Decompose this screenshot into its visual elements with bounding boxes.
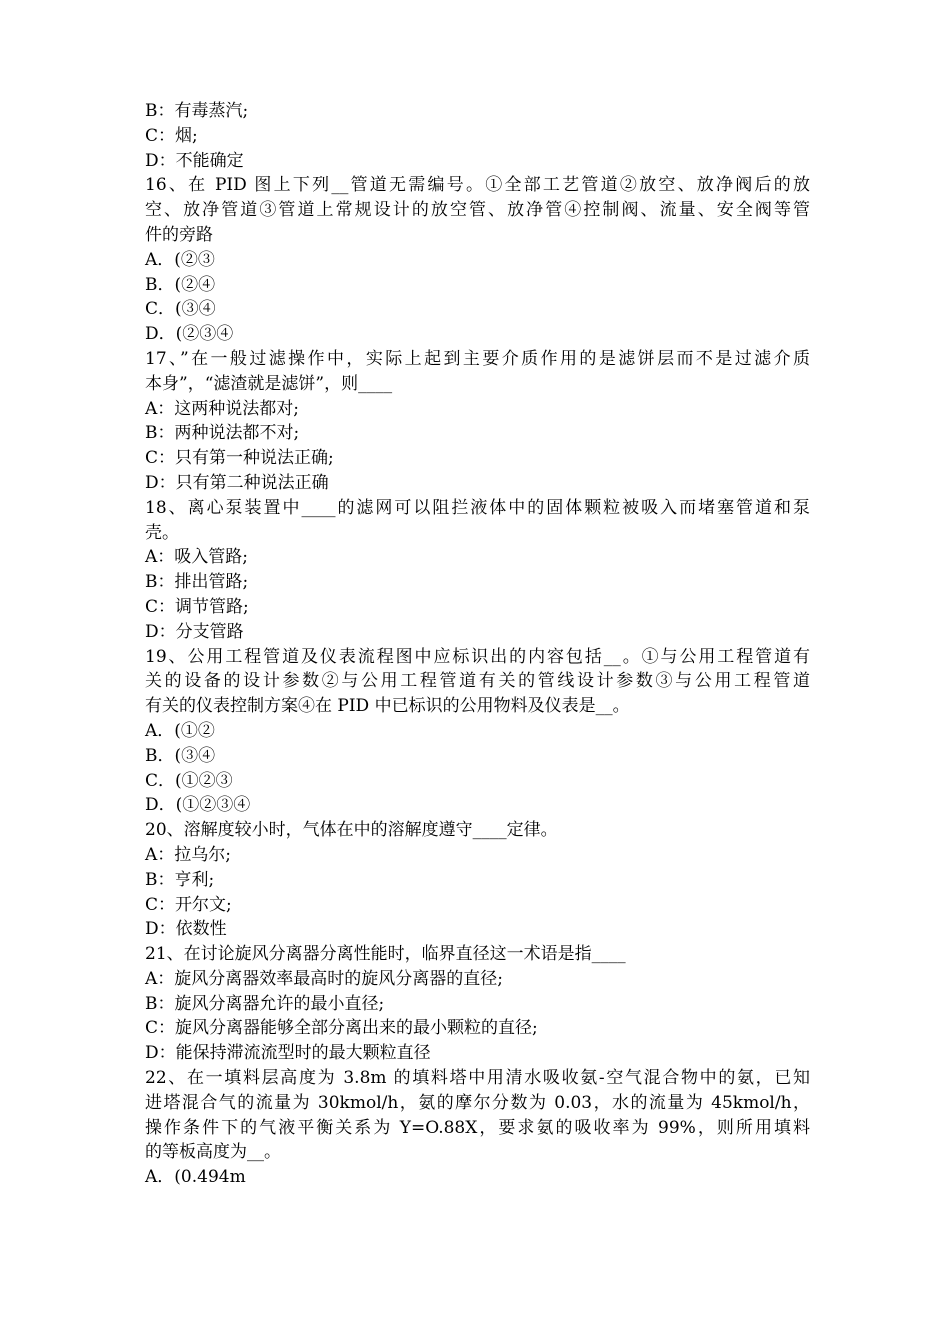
- option-d-q20: D：依数性: [145, 919, 227, 940]
- option-c-q15: C：烟;: [145, 125, 198, 146]
- question-18-line-2: 壳。: [145, 522, 179, 543]
- option-b-q21: B：旋风分离器允许的最小直径;: [145, 993, 385, 1014]
- option-a-q19: A．(①②: [145, 720, 215, 741]
- option-b-q19: B．(③④: [145, 745, 216, 766]
- option-c-q20: C：开尔文;: [145, 894, 232, 915]
- question-19-line-2: 关的设备的设计参数②与公用工程管道有关的管线设计参数③与公用工程管道: [145, 671, 810, 692]
- question-19-line-1: 19、公用工程管道及仪表流程图中应标识出的内容包括__。①与公用工程管道有: [145, 646, 810, 667]
- option-b-q17: B：两种说法都不对;: [145, 423, 300, 444]
- option-d-q21: D：能保持滞流流型时的最大颗粒直径: [145, 1043, 431, 1064]
- question-22-line-1: 22、在一填料层高度为 3.8m 的填料塔中用清水吸收氨-空气混合物中的氨，已知: [145, 1068, 810, 1089]
- option-b-q18: B：排出管路;: [145, 572, 249, 593]
- option-d-q16: D．(②③④: [145, 324, 234, 345]
- option-d-q17: D：只有第二种说法正确: [145, 472, 329, 493]
- option-b-q20: B：亨利;: [145, 869, 215, 890]
- option-b-q16: B．(②④: [145, 274, 216, 295]
- question-22-line-4: 的等板高度为__。: [145, 1142, 281, 1163]
- option-a-q17: A：这两种说法都对;: [145, 398, 300, 419]
- question-17-line-1: 17、”在一般过滤操作中，实际上起到主要介质作用的是滤饼层而不是过滤介质: [145, 348, 810, 369]
- question-22-line-3: 操作条件下的气液平衡关系为 Y=O.88X，要求氨的吸收率为 99%，则所用填料: [145, 1117, 810, 1138]
- question-19-line-3: 有关的仪表控制方案④在 PID 中已标识的公用物料及仪表是__。: [145, 696, 630, 717]
- question-21: 21、在讨论旋风分离器分离性能时，临界直径这一术语是指____: [145, 944, 626, 965]
- question-17-line-2: 本身”，“滤渣就是滤饼”，则____: [145, 373, 393, 394]
- option-b-q15: B：有毒蒸汽;: [145, 101, 249, 121]
- option-d-q18: D：分支管路: [145, 621, 244, 642]
- option-a-q22: A．(0.494m: [145, 1167, 246, 1188]
- question-16-line-2: 空、放净管道③管道上常规设计的放空管、放净管④控制阀、流量、安全阀等管: [145, 200, 810, 221]
- option-c-q21: C：旋风分离器能够全部分离出来的最小颗粒的直径;: [145, 1018, 538, 1039]
- option-a-q16: A．(②③: [145, 249, 215, 270]
- question-22-line-2: 进塔混合气的流量为 30kmol/h，氨的摩尔分数为 0.03，水的流量为 45kmol/h，: [145, 1092, 810, 1113]
- option-c-q16: C．(③④: [145, 299, 216, 320]
- option-c-q19: C．(①②③: [145, 770, 233, 791]
- option-d-q19: D．(①②③④: [145, 795, 251, 816]
- question-16-line-3: 件的旁路: [145, 224, 213, 245]
- option-c-q18: C：调节管路;: [145, 596, 249, 617]
- option-a-q18: A：吸入管路;: [145, 547, 249, 568]
- option-d-q15: D：不能确定: [145, 150, 244, 171]
- option-c-q17: C：只有第一种说法正确;: [145, 448, 334, 469]
- option-a-q21: A：旋风分离器效率最高时的旋风分离器的直径;: [145, 968, 504, 989]
- option-a-q20: A：拉乌尔;: [145, 844, 232, 865]
- question-16-line-1: 16、在 PID 图上下列__管道无需编号。①全部工艺管道②放空、放净阀后的放: [145, 175, 810, 196]
- question-18-line-1: 18、离心泵装置中____的滤网可以阻拦液体中的固体颗粒被吸入而堵塞管道和泵: [145, 497, 810, 518]
- question-20: 20、溶解度较小时，气体在中的溶解度遵守____定律。: [145, 820, 558, 841]
- document-body: [145, 99, 810, 1190]
